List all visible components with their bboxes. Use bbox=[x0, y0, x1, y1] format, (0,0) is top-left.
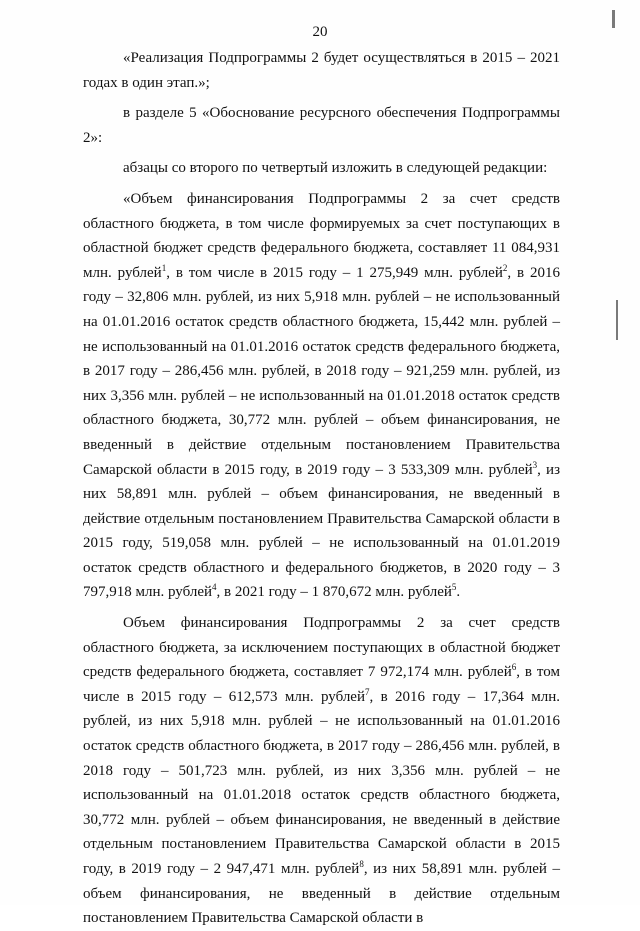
paragraph-stage: «Реализация Подпрограммы 2 будет осуществляться в 2015 – 2021 годах в один этап.»; bbox=[83, 50, 560, 91]
footnote-ref: 7 bbox=[365, 686, 370, 697]
text-run: , в 2016 году – 17,364 млн. рублей, из них 5,918 млн. рублей – не использованный на 01.01.2016 остаток средств областного бюджета, в 2017 году – 286,456 млн. рублей, в 2018 году – 501,723 млн. рублей, из них 3,356 млн. рублей – не использованный на 01.01.2018 остаток средств областного бюджета, 30,772 млн. рублей – объем финансирования, не введенный в действие отдельным постановлением Правительства Самарской области в 2015 году, в 2019 году – 2 947,471 млн. рублей bbox=[83, 688, 560, 877]
scan-edge-mark bbox=[612, 10, 615, 28]
paragraph-financing-total bbox=[83, 187, 560, 605]
footnote-ref: 2 bbox=[502, 262, 508, 273]
text-run: , в том числе в 2015 году – 612,573 млн. рублей bbox=[83, 664, 560, 705]
footnote-ref: 5 bbox=[451, 582, 457, 593]
paragraph-financing-regional bbox=[83, 611, 560, 931]
footnote-ref: 6 bbox=[511, 662, 517, 673]
text-run: . bbox=[456, 584, 461, 601]
paragraph-section-ref: в разделе 5 «Обоснование ресурсного обеспечения Подпрограммы 2»: bbox=[83, 105, 560, 146]
page-number: 20 bbox=[312, 24, 328, 40]
footnote-ref: 1 bbox=[161, 262, 167, 273]
footnote-ref: 4 bbox=[212, 582, 217, 593]
footnote-ref: 8 bbox=[359, 859, 364, 869]
text-run: , из них 58,891 млн. рублей – объем финансирования, не введенный в действие отдельным постановлением Правительства Самарской области в bbox=[83, 861, 560, 927]
footnote-ref: 3 bbox=[532, 459, 538, 470]
text-run: «Объем финансирования Подпрограммы 2 за счет средств областного бюджета, в том числе формируемых за счет поступающих в областной бюджет средств федерального бюджета, составляет 11 084,931 млн. рублей bbox=[83, 190, 560, 281]
text-run: , в 2021 году – 1 870,672 млн. рублей bbox=[216, 584, 452, 601]
document-body bbox=[83, 46, 560, 931]
text-run: , в 2016 году – 32,806 млн. рублей, из них 5,918 млн. рублей – не использованный на 01.01.2016 остаток средств областного бюджета, 15,442 млн. рублей – не использованный на 01.01.2016 остаток средств федерального бюджета, в 2017 году – 286,456 млн. рублей, в 2018 году – 921,259 млн. рублей, из них 3,356 млн. рублей – не использованный на 01.01.2018 остаток средств областного бюджета, 30,772 млн. рублей – объем финансирования, не введенный в действие отдельным постановлением Правительства Самарской области в 2015 году, в 2019 году – 3 533,309 млн. рублей bbox=[83, 264, 560, 478]
paragraph-instruction: абзацы со второго по четвертый изложить в следующей редакции: bbox=[123, 160, 548, 177]
text-run: Объем финансирования Подпрограммы 2 за счет средств областного бюджета, за исключением поступающих в областной бюджет средств федерального бюджета, составляет 7 972,174 млн. рублей bbox=[83, 615, 560, 681]
text-run: , из них 58,891 млн. рублей – объем финансирования, не введенный в действие отдельным постановлением Правительства Самарской области в 2015 году, 519,058 млн. рублей – не использованный на 01.01.2019 остаток средств областного и федерального бюджетов, в 2020 году – 3 797,918 млн. рублей bbox=[83, 461, 560, 601]
text-run: , в том числе в 2015 году – 1 275,949 млн. рублей bbox=[166, 264, 503, 281]
scan-edge-mark bbox=[616, 300, 618, 340]
